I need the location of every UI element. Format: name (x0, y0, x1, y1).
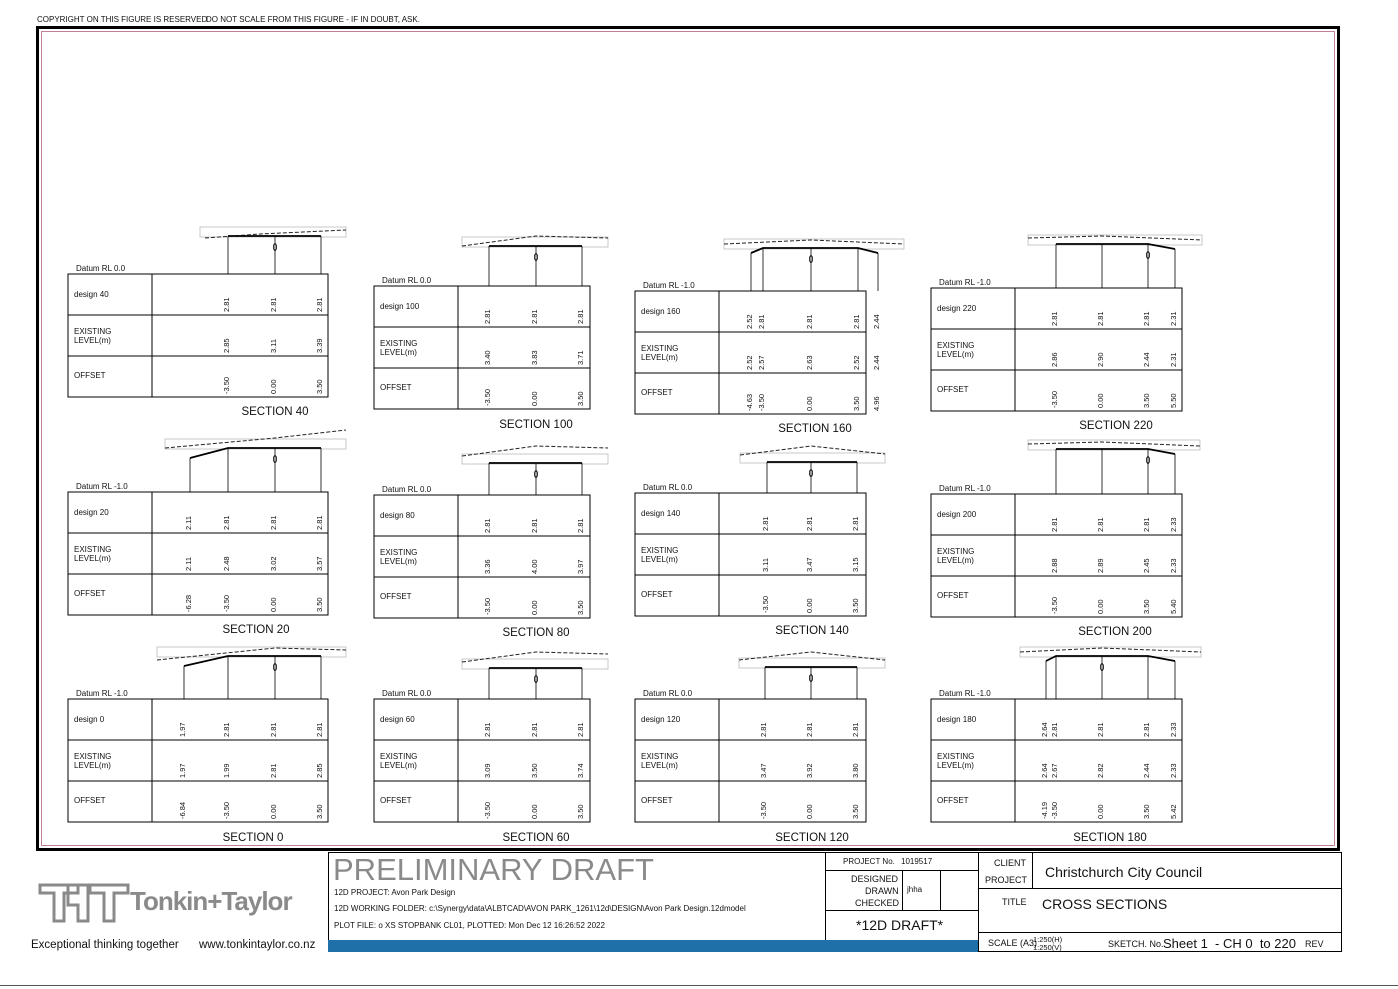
offset-value: 0.00 (530, 804, 539, 819)
offset-value: 0.00 (269, 804, 278, 819)
existing-row-label-unit: LEVEL(m) (641, 353, 678, 362)
offset-row-label: OFFSET (937, 796, 969, 805)
offset-value: -6.28 (184, 594, 193, 612)
offset-row-label: OFFSET (641, 590, 673, 599)
scale-h: 1:250(H) (1033, 935, 1063, 944)
design-value: 2.81 (222, 722, 231, 737)
offset-value: -3.50 (761, 595, 770, 613)
offset-value: 0.00 (1096, 599, 1105, 614)
datum-label: Datum RL -1.0 (939, 278, 991, 287)
offset-value: 0.00 (1096, 393, 1105, 408)
datum-label: Datum RL -1.0 (939, 484, 991, 493)
datum-label: Datum RL 0.0 (382, 689, 432, 698)
offset-value: 3.50 (576, 391, 585, 406)
existing-value: 3.71 (576, 350, 585, 365)
existing-value: 2.81 (269, 763, 278, 778)
project-label: PROJECT (985, 875, 1028, 885)
existing-value: 3.80 (851, 763, 860, 778)
datum-label: Datum RL 0.0 (643, 483, 693, 492)
existing-value: 2.45 (1142, 558, 1151, 573)
existing-row-label-unit: LEVEL(m) (641, 555, 678, 564)
divider (978, 932, 1342, 933)
offset-value: 3.50 (1142, 393, 1151, 408)
existing-value: 4.00 (530, 559, 539, 574)
design-value: 2.81 (852, 314, 861, 329)
design-value: 2.81 (530, 309, 539, 324)
existing-row-label-unit: LEVEL(m) (74, 336, 111, 345)
design-value: 2.81 (1050, 311, 1059, 326)
offset-value: -4.63 (745, 393, 754, 411)
section-title: SECTION 100 (499, 419, 573, 431)
design-row-label: design 160 (641, 307, 681, 316)
tonkin-taylor-logo-icon (38, 881, 130, 923)
divider (825, 852, 826, 940)
website-link[interactable]: www.tonkintaylor.co.nz (199, 939, 316, 951)
offset-value: -3.50 (483, 801, 492, 819)
designed-label: DESIGNED (851, 874, 899, 884)
offset-value: 0.00 (805, 396, 814, 411)
design-value: 2.81 (222, 515, 231, 530)
existing-value: 2.44 (1142, 763, 1151, 778)
existing-value: 2.33 (1169, 558, 1178, 573)
existing-value: 2.85 (222, 338, 231, 353)
existing-row-label-unit: LEVEL(m) (937, 761, 974, 770)
design-value: 2.81 (757, 314, 766, 329)
design-value: 2.81 (805, 722, 814, 737)
existing-value: 2.31 (1169, 352, 1178, 367)
offset-value: -3.50 (1050, 390, 1059, 408)
offset-value: 4.96 (872, 396, 881, 411)
design-value: 2.81 (315, 515, 324, 530)
scale-label: SCALE (A3) (988, 938, 1038, 948)
section-title: SECTION 120 (775, 832, 849, 844)
existing-value: 3.97 (576, 559, 585, 574)
existing-row-label: EXISTING (74, 752, 112, 761)
offset-row-label: OFFSET (641, 796, 673, 805)
design-row-label: design 200 (937, 510, 977, 519)
rev-label: REV (1305, 939, 1324, 949)
existing-value: 3.09 (483, 763, 492, 778)
design-value: 2.81 (805, 314, 814, 329)
section-title: SECTION 0 (222, 832, 284, 844)
existing-value: 3.36 (483, 559, 492, 574)
design-value: 2.81 (222, 297, 231, 312)
existing-row-label-unit: LEVEL(m) (380, 348, 417, 357)
datum-label: Datum RL 0.0 (382, 485, 432, 494)
drawing-frame-inner (41, 31, 1335, 846)
design-value: 2.81 (761, 516, 770, 531)
title-value: CROSS SECTIONS (1042, 896, 1168, 912)
existing-value: 3.39 (315, 338, 324, 353)
divider (978, 888, 1342, 889)
existing-row-label: EXISTING (641, 546, 679, 555)
design-value: 2.81 (1142, 517, 1151, 532)
title-block (0, 852, 1398, 989)
existing-row-label-unit: LEVEL(m) (937, 350, 974, 359)
offset-value: -3.50 (222, 801, 231, 819)
divider (978, 852, 979, 952)
existing-value: 2.44 (1142, 352, 1151, 367)
design-value: 2.31 (1169, 311, 1178, 326)
offset-value: -3.50 (222, 376, 231, 394)
section-title: SECTION 180 (1073, 832, 1147, 844)
existing-row-label: EXISTING (74, 545, 112, 554)
datum-label: Datum RL 0.0 (643, 689, 693, 698)
design-value: 1.97 (178, 722, 187, 737)
offset-value: -3.50 (222, 594, 231, 612)
design-value: 2.81 (269, 722, 278, 737)
existing-row-label: EXISTING (641, 344, 679, 353)
existing-value: 2.57 (757, 355, 766, 370)
existing-row-label-unit: LEVEL(m) (74, 554, 111, 563)
plot-line: PLOT FILE: o XS STOPBANK CL01, PLOTTED: Mon Dec 12 16:26:52 2022 (334, 921, 605, 930)
drawn-value: jhha (907, 885, 923, 894)
design-value: 2.81 (1050, 722, 1059, 737)
scale-v: 1:250(V) (1033, 943, 1062, 952)
existing-row-label: EXISTING (937, 341, 975, 350)
design-value: 2.81 (269, 297, 278, 312)
offset-value: -3.50 (757, 393, 766, 411)
existing-value: 2.11 (184, 556, 193, 571)
existing-value: 2.67 (1050, 763, 1059, 778)
scale-note: DO NOT SCALE FROM THIS FIGURE - IF IN DOUBT, ASK. (206, 15, 420, 24)
datum-label: Datum RL -1.0 (939, 689, 991, 698)
design-value: 2.81 (530, 518, 539, 533)
existing-value: 3.74 (576, 763, 585, 778)
draft-stamp: *12D DRAFT* (856, 917, 944, 933)
datum-label: Datum RL -1.0 (76, 689, 128, 698)
design-value: 2.81 (483, 309, 492, 324)
copyright-note: COPYRIGHT ON THIS FIGURE IS RESERVED (37, 15, 208, 24)
sketch-label: SKETCH. No. (1108, 939, 1164, 949)
divider (902, 870, 903, 910)
offset-value: 3.50 (852, 396, 861, 411)
existing-value: 3.02 (269, 556, 278, 571)
design-row-label: design 220 (937, 304, 977, 313)
existing-value: 3.47 (805, 557, 814, 572)
existing-row-label-unit: LEVEL(m) (380, 761, 417, 770)
existing-row-label: EXISTING (641, 752, 679, 761)
offset-value: 0.00 (1096, 804, 1105, 819)
design-value: 2.81 (315, 722, 324, 737)
design-value: 2.33 (1169, 722, 1178, 737)
section-title: SECTION 60 (502, 832, 570, 844)
design-value: 2.81 (483, 722, 492, 737)
existing-value: 2.48 (222, 556, 231, 571)
design-value: 2.81 (1096, 311, 1105, 326)
design-value: 2.33 (1169, 517, 1178, 532)
offset-row-label: OFFSET (380, 592, 412, 601)
existing-row-label-unit: LEVEL(m) (937, 556, 974, 565)
design-value: 2.81 (805, 516, 814, 531)
existing-row-label: EXISTING (380, 752, 418, 761)
offset-row-label: OFFSET (74, 589, 106, 598)
design-value: 2.81 (315, 297, 324, 312)
existing-value: 2.82 (1096, 763, 1105, 778)
design-value: 2.81 (483, 518, 492, 533)
design-value: 2.81 (269, 515, 278, 530)
existing-row-label: EXISTING (380, 339, 418, 348)
offset-value: 3.50 (576, 600, 585, 615)
offset-value: -4.19 (1040, 801, 1049, 819)
design-value: 2.81 (851, 516, 860, 531)
section-title: SECTION 80 (502, 627, 570, 639)
project-line: 12D PROJECT: Avon Park Design (334, 888, 456, 897)
offset-value: 0.00 (530, 600, 539, 615)
design-value: 2.81 (1142, 722, 1151, 737)
existing-row-label: EXISTING (937, 752, 975, 761)
design-value: 2.11 (184, 515, 193, 530)
offset-value: 0.00 (805, 804, 814, 819)
existing-value: 3.92 (805, 763, 814, 778)
offset-value: 5.42 (1169, 804, 1178, 819)
design-row-label: design 180 (937, 715, 977, 724)
design-value: 2.81 (576, 309, 585, 324)
design-value: 2.52 (745, 314, 754, 329)
design-value: 2.81 (759, 722, 768, 737)
datum-label: Datum RL -1.0 (76, 482, 128, 491)
blue-band (328, 940, 978, 952)
divider (825, 910, 978, 911)
design-value: 2.81 (576, 518, 585, 533)
offset-value: 3.50 (1142, 599, 1151, 614)
existing-value: 3.50 (530, 763, 539, 778)
existing-row-label-unit: LEVEL(m) (380, 557, 417, 566)
design-row-label: design 60 (380, 715, 415, 724)
existing-value: 3.57 (315, 556, 324, 571)
existing-row-label: EXISTING (937, 547, 975, 556)
section-title: SECTION 160 (778, 423, 852, 435)
design-row-label: design 120 (641, 715, 681, 724)
offset-value: -3.50 (1050, 801, 1059, 819)
section-title: SECTION 20 (222, 624, 290, 636)
folder-line: 12D WORKING FOLDER: c:\Synergy\data\ALBTCAD\AVON PARK_1261\12d\DESIGN\Avon Park Design.12dmodel (334, 904, 746, 913)
offset-value: 3.50 (1142, 804, 1151, 819)
existing-value: 2.89 (1096, 558, 1105, 573)
design-row-label: design 40 (74, 290, 109, 299)
offset-value: 3.50 (851, 598, 860, 613)
offset-value: 3.50 (576, 804, 585, 819)
offset-value: 3.50 (315, 379, 324, 394)
divider (1032, 852, 1033, 888)
offset-value: -3.50 (483, 597, 492, 615)
existing-value: 2.52 (745, 355, 754, 370)
datum-label: Datum RL 0.0 (76, 264, 126, 273)
offset-row-label: OFFSET (641, 388, 673, 397)
design-value: 2.81 (1096, 517, 1105, 532)
design-value: 2.81 (1096, 722, 1105, 737)
offset-value: 5.50 (1169, 393, 1178, 408)
status-title: PRELIMINARY DRAFT (333, 852, 654, 887)
drawn-label: DRAWN (865, 886, 899, 896)
existing-value: 3.47 (759, 763, 768, 778)
offset-value: 0.00 (530, 391, 539, 406)
offset-value: 0.00 (269, 379, 278, 394)
logo-wordmark: Tonkin+Taylor (130, 886, 292, 916)
existing-value: 2.88 (1050, 558, 1059, 573)
section-title: SECTION 220 (1079, 420, 1153, 432)
existing-value: 2.64 (1040, 763, 1049, 778)
offset-value: 5.40 (1169, 599, 1178, 614)
existing-value: 3.11 (761, 557, 770, 572)
offset-value: 3.50 (315, 597, 324, 612)
offset-row-label: OFFSET (937, 591, 969, 600)
sketch-value: Sheet 1 - CH 0 to 220 (1163, 936, 1296, 951)
offset-value: 3.50 (315, 804, 324, 819)
title-label: TITLE (1002, 897, 1027, 907)
offset-value: -3.50 (759, 801, 768, 819)
offset-value: 0.00 (805, 598, 814, 613)
existing-value: 1.97 (178, 763, 187, 778)
existing-value: 3.40 (483, 350, 492, 365)
offset-row-label: OFFSET (74, 371, 106, 380)
offset-row-label: OFFSET (937, 385, 969, 394)
existing-value: 1.99 (222, 763, 231, 778)
design-row-label: design 100 (380, 302, 420, 311)
design-row-label: design 80 (380, 511, 415, 520)
design-value: 2.81 (576, 722, 585, 737)
client-label: CLIENT (994, 858, 1027, 868)
design-row-label: design 0 (74, 715, 105, 724)
offset-row-label: OFFSET (74, 796, 106, 805)
existing-value: 2.33 (1169, 763, 1178, 778)
design-row-label: design 140 (641, 509, 681, 518)
offset-value: -3.50 (483, 388, 492, 406)
existing-row-label: EXISTING (380, 548, 418, 557)
existing-value: 2.63 (805, 355, 814, 370)
design-row-label: design 20 (74, 508, 109, 517)
existing-value: 2.52 (852, 355, 861, 370)
existing-value: 2.90 (1096, 352, 1105, 367)
divider (940, 870, 941, 910)
offset-value: -3.50 (1050, 596, 1059, 614)
existing-value: 3.83 (530, 350, 539, 365)
project-no-value: 1019517 (901, 857, 933, 866)
offset-value: -6.84 (178, 801, 187, 819)
existing-value: 3.15 (851, 557, 860, 572)
existing-value: 3.11 (269, 338, 278, 353)
existing-value: 2.44 (872, 355, 881, 370)
design-value: 2.44 (872, 314, 881, 329)
existing-row-label-unit: LEVEL(m) (74, 761, 111, 770)
existing-value: 2.86 (1050, 352, 1059, 367)
design-value: 2.81 (1050, 517, 1059, 532)
offset-row-label: OFFSET (380, 383, 412, 392)
existing-value: 2.85 (315, 763, 324, 778)
existing-row-label-unit: LEVEL(m) (641, 761, 678, 770)
section-title: SECTION 40 (241, 406, 309, 418)
section-title: SECTION 200 (1078, 626, 1152, 638)
section-title: SECTION 140 (775, 625, 849, 637)
existing-row-label: EXISTING (74, 327, 112, 336)
datum-label: Datum RL -1.0 (643, 281, 695, 290)
client-value: Christchurch City Council (1045, 864, 1203, 880)
offset-value: 3.50 (851, 804, 860, 819)
design-value: 2.81 (851, 722, 860, 737)
checked-label: CHECKED (855, 898, 900, 908)
design-value: 2.64 (1040, 722, 1049, 737)
offset-row-label: OFFSET (380, 796, 412, 805)
design-value: 2.81 (530, 722, 539, 737)
project-no-label: PROJECT No. (843, 857, 895, 866)
tagline: Exceptional thinking together (31, 939, 179, 951)
offset-value: 0.00 (269, 597, 278, 612)
page-bottom-rule (0, 985, 1398, 986)
design-value: 2.81 (1142, 311, 1151, 326)
datum-label: Datum RL 0.0 (382, 276, 432, 285)
